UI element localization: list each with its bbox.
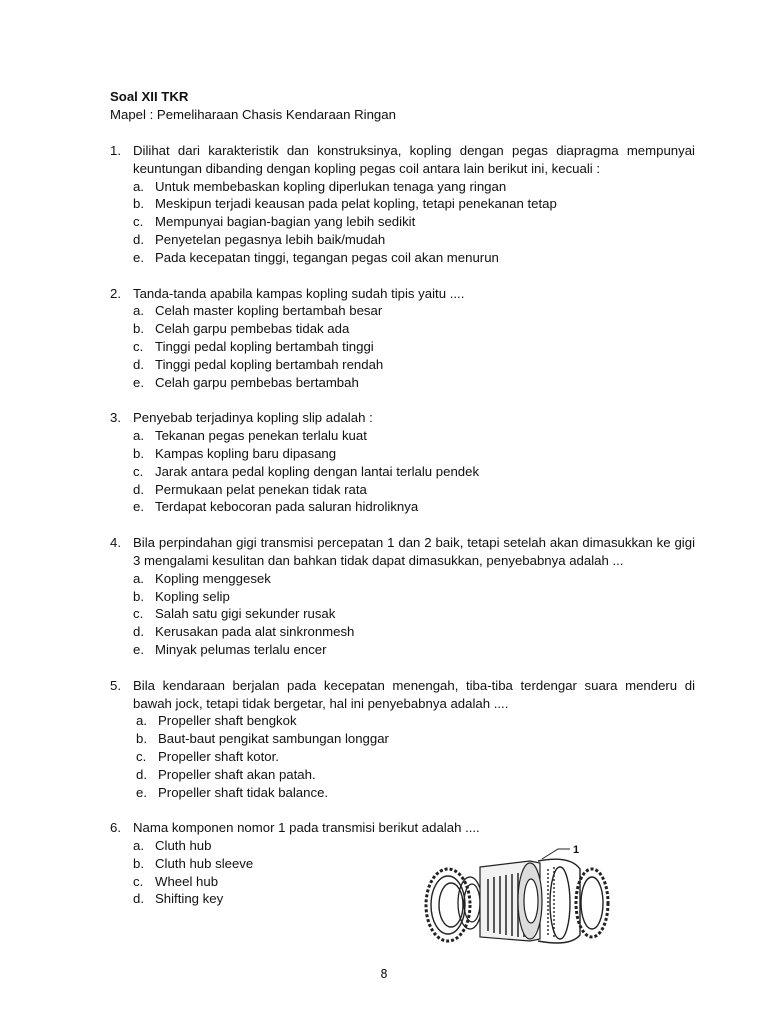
question-text: Penyebab terjadinya kopling slip adalah :: [133, 410, 373, 426]
option-e: e. Celah garpu pembebas bertambah: [133, 374, 359, 390]
option-e: e. Propeller shaft tidak balance.: [136, 784, 329, 800]
option-list: [110, 178, 695, 267]
option-a: a. Propeller shaft bengkok: [136, 713, 297, 729]
option-a: a. Cluth hub: [133, 838, 212, 854]
question-4: [110, 534, 695, 659]
option-b: b. Kopling selip: [133, 588, 230, 604]
question-number: 5.: [110, 677, 121, 693]
option-d: d. Permukaan pelat penekan tidak rata: [133, 481, 367, 497]
option-d: d. Tinggi pedal kopling bertambah rendah: [133, 356, 384, 372]
question-number: 2.: [110, 285, 121, 301]
option-e: e. Minyak pelumas terlalu encer: [133, 641, 327, 657]
question-number: 6.: [110, 820, 121, 836]
question-text: Tanda-tanda apabila kampas kopling sudah tipis yaitu ....: [133, 285, 465, 301]
option-c: c. Wheel hub: [133, 873, 219, 889]
document-header: [110, 88, 695, 124]
option-e: e. Pada kecepatan tinggi, tegangan pegas coil akan menurun: [133, 249, 499, 265]
question-2: [110, 285, 695, 392]
question-1: [110, 142, 695, 267]
clutch-hub: [480, 861, 542, 941]
option-c: c. Tinggi pedal kopling bertambah tinggi: [133, 338, 374, 354]
question-6: [110, 819, 695, 947]
option-a: a. Untuk membebaskan kopling diperlukan tenaga yang ringan: [133, 178, 507, 194]
option-list: [110, 427, 695, 516]
question-5: [110, 677, 695, 802]
document-page: [110, 88, 695, 965]
option-b: b. Kampas kopling baru dipasang: [133, 445, 337, 461]
option-b: b. Baut-baut pengikat sambungan longgar: [136, 731, 389, 747]
question-number: 3.: [110, 410, 121, 426]
option-d: d. Propeller shaft akan patah.: [136, 766, 316, 782]
question-text: Dilihat dari karakteristik dan konstruksinya, kopling dengan pegas diapragma mempunyai keuntungan dibanding dengan kopling pegas coil antara lain berikut ini, kecuali :: [133, 143, 695, 176]
option-a: a. Tekanan pegas penekan terlalu kuat: [133, 428, 367, 444]
right-gear-ring: [576, 869, 608, 937]
option-c: c. Mempunyai bagian-bagian yang lebih sedikit: [133, 214, 416, 230]
figure-label: 1: [573, 844, 580, 857]
document-title: Soal XII TKR: [110, 89, 189, 104]
page-number: 8: [380, 967, 388, 981]
question-number: 4.: [110, 535, 121, 551]
option-d: d. Penyetelan pegasnya lebih baik/mudah: [133, 231, 386, 247]
option-b: b. Celah garpu pembebas tidak ada: [133, 321, 350, 337]
option-e: e. Terdapat kebocoran pada saluran hidroliknya: [133, 499, 419, 515]
option-list: [110, 570, 695, 659]
option-c: c. Jarak antara pedal kopling dengan lantai terlalu pendek: [133, 463, 480, 479]
option-list: [110, 302, 695, 391]
option-d: d. Kerusakan pada alat sinkronmesh: [133, 624, 355, 640]
synchromesh-gear-illustration-icon: [410, 839, 620, 945]
option-a: a. Kopling menggesek: [133, 570, 271, 586]
option-a: a. Celah master kopling bertambah besar: [133, 303, 383, 319]
subject-line: Mapel : Pemeliharaan Chasis Kendaraan Ringan: [110, 107, 396, 122]
question-text: Nama komponen nomor 1 pada transmisi berikut adalah ....: [133, 820, 480, 836]
option-c: c. Salah satu gigi sekunder rusak: [133, 606, 336, 622]
hub-sleeve: [538, 859, 580, 943]
option-b: b. Cluth hub sleeve: [133, 855, 254, 871]
option-c: c. Propeller shaft kotor.: [136, 748, 279, 764]
question-text: Bila kendaraan berjalan pada kecepatan menengah, tiba-tiba terdengar suara menderu di bawah jock, tetapi tidak bergetar, hal ini penyebabnya adalah ....: [133, 677, 695, 711]
question-text: Bila perpindahan gigi transmisi percepatan 1 dan 2 baik, tetapi setelah akan dimasukkan ke gigi 3 mengalami kesulitan dan bahkan tidak dapat dimasukkan, penyebabnya adalah ...: [133, 535, 695, 568]
option-list: [110, 712, 695, 801]
leader-line: [542, 849, 570, 859]
question-number: 1.: [110, 143, 121, 158]
option-d: d. Shifting key: [133, 891, 224, 907]
question-3: [110, 409, 695, 516]
option-b: b. Meskipun terjadi keausan pada pelat kopling, tetapi penekanan tetap: [133, 196, 557, 212]
